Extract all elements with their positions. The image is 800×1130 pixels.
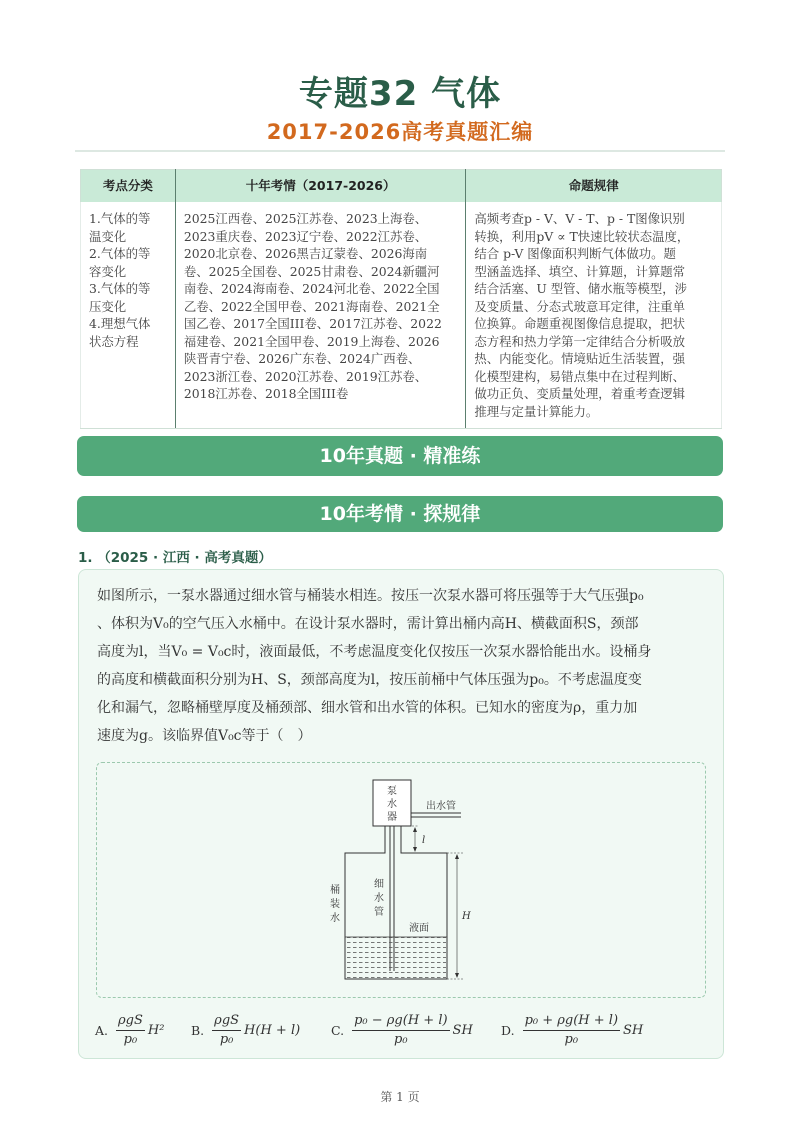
choice-factor: H(H + l) <box>244 1022 301 1038</box>
fraction-numerator: ρgS <box>116 1013 145 1031</box>
banner-practice: 10年真题 · 精准练 <box>77 436 723 476</box>
pump-label-1: 泵 <box>387 786 397 797</box>
page-number: 第 1 页 <box>380 1090 420 1104</box>
fraction-numerator: ρgS <box>212 1013 241 1031</box>
figure-frame <box>96 762 706 998</box>
choice-label: A. <box>95 1022 109 1038</box>
bucket-label-2: 装 <box>330 899 340 910</box>
pattern-line: 转换，利用pV ∝ T快速比较状态温度， <box>474 228 690 244</box>
surface-label: 液面 <box>409 923 429 934</box>
choice-factor: H² <box>147 1022 165 1038</box>
question-line: 速度为g。该临界值V₀c等于（ ） <box>97 728 312 744</box>
choice-label: B. <box>191 1022 205 1038</box>
question-line: 化和漏气，忽略桶壁厚度及桶颈部、细水管和出水管的体积。已知水的密度为ρ，重力加 <box>97 700 638 716</box>
table-header-row <box>81 170 722 203</box>
pattern-line: 位换算。命题重视图像信息提取，把状 <box>474 316 686 331</box>
page-title: 专题32 气体 <box>298 74 502 114</box>
table-row <box>81 202 722 429</box>
outlet-label: 出水管 <box>426 801 456 812</box>
history-line: 国乙卷、2017全国III卷、2017江苏卷、2022 <box>183 316 442 331</box>
question-heading: 1. （2025 · 江西 · 高考真题） <box>78 550 272 566</box>
cell-pattern <box>466 202 722 429</box>
header-pattern: 命题规律 <box>466 170 722 203</box>
question-line: 、体积为V₀的空气压入水桶中。在设计泵水器时，需计算出桶内高H、横截面积S，颈部 <box>97 616 639 632</box>
history-line: 2023浙江卷、2020江苏卷、2019江苏卷、 <box>183 368 428 384</box>
l-label: l <box>422 835 426 846</box>
fraction-numerator: p₀ − ρg(H + l) <box>352 1013 449 1031</box>
choice-c[interactable] <box>331 1008 473 1052</box>
history-line: 2025江西卷、2025江苏卷、2023上海卷、 <box>183 211 428 226</box>
pump-label-2: 水 <box>387 799 397 810</box>
choice-label: D. <box>501 1022 515 1038</box>
fraction-numerator: p₀ + ρg(H + l) <box>523 1013 620 1031</box>
water-body <box>346 937 446 978</box>
pattern-line: 型涵盖选择、填空、计算题，计算题常 <box>474 263 686 279</box>
category-line: 1.气体的等 <box>89 211 151 226</box>
title-divider <box>75 150 725 152</box>
pattern-line: 热、内能变化。情境贴近生活装置，强 <box>474 351 686 366</box>
choice-a[interactable] <box>95 1008 164 1052</box>
pattern-line: 及变质量、分态式玻意耳定律，注重单 <box>474 298 686 314</box>
tube-label-1: 细 <box>374 879 384 890</box>
category-line: 状态方程 <box>89 333 139 349</box>
question-line: 如图所示，一泵水器通过细水管与桶装水相连。按压一次泵水器可将压强等于大气压强p₀ <box>97 588 644 604</box>
choice-fraction <box>523 1013 620 1048</box>
fraction-denominator: p₀ <box>394 1031 408 1047</box>
fraction-denominator: p₀ <box>123 1031 138 1047</box>
history-line: 卷、2025全国卷、2025甘肃卷、2024新疆河 <box>183 263 440 279</box>
cell-exam-history <box>175 202 466 429</box>
history-line: 2018江苏卷、2018全国III卷 <box>183 386 349 401</box>
pattern-line: 态方程和热力学第一定律结合分析吸放 <box>474 333 686 349</box>
history-line: 南卷、2024海南卷、2024河北卷、2022全国 <box>183 281 440 296</box>
fraction-denominator: p₀ <box>219 1031 234 1047</box>
tube-label-3: 管 <box>374 907 384 918</box>
pattern-line: 推理与定量计算能力。 <box>474 403 599 419</box>
header-exam-history: 十年考情（2017-2026） <box>175 170 466 203</box>
choice-fraction <box>116 1013 145 1048</box>
category-line: 3.气体的等 <box>89 281 151 296</box>
question-text <box>97 582 709 750</box>
pump-label-3: 器 <box>387 812 397 823</box>
category-line: 温变化 <box>89 228 127 244</box>
choice-b[interactable] <box>191 1008 300 1052</box>
category-line: 容变化 <box>89 263 127 279</box>
exam-info-table <box>80 169 722 429</box>
choice-factor: SH <box>623 1022 644 1038</box>
page-subtitle: 2017-2026高考真题汇编 <box>266 120 534 144</box>
header-category: 考点分类 <box>81 170 176 203</box>
bucket-pump-diagram <box>329 775 475 987</box>
history-line: 福建卷、2021全国甲卷、2019上海卷、2026 <box>183 333 440 349</box>
pattern-line: 结合 p-V 图像面积判断气体做功。题 <box>474 246 676 261</box>
category-line: 4.理想气体 <box>89 316 151 331</box>
category-line: 2.气体的等 <box>89 246 151 261</box>
question-line: 的高度和横截面积分别为H、S，颈部高度为l，按压前桶中气体压强为p₀。不考虑温度变 <box>97 672 642 688</box>
question-line: 高度为l，当V₀ = V₀c时，液面最低，不考虑温度变化仅按压一次泵水器恰能出水。设桶身 <box>97 644 652 660</box>
banner-explore: 10年考情 · 探规律 <box>77 496 723 532</box>
tube-label-2: 水 <box>374 893 384 904</box>
answer-choices <box>95 1008 715 1052</box>
question-box <box>78 569 724 1059</box>
history-line: 陕晋青宁卷、2026广东卷、2024广西卷、 <box>183 351 421 366</box>
history-line: 2023重庆卷、2023辽宁卷、2022江苏卷、 <box>183 228 428 244</box>
category-line: 压变化 <box>89 298 127 314</box>
choice-label: C. <box>331 1022 345 1038</box>
pattern-line: 化模型建构，易错点集中在过程判断、 <box>474 368 686 384</box>
bucket-label-1: 桶 <box>330 885 340 896</box>
pattern-line: 高频考查p - V、V - T、p - T图像识别 <box>474 211 685 226</box>
H-label: H <box>462 911 471 922</box>
pattern-line: 做功正负、变质量处理，着重考查逻辑 <box>474 386 686 401</box>
bucket-label-3: 水 <box>330 913 340 924</box>
pattern-line: 结合活塞、U 型管、储水瓶等模型，涉 <box>474 281 688 296</box>
history-line: 乙卷、2022全国甲卷、2021海南卷、2021全 <box>183 298 440 314</box>
history-line: 2020北京卷、2026黑吉辽蒙卷、2026海南 <box>183 246 428 261</box>
choice-fraction <box>212 1013 241 1048</box>
choice-fraction <box>352 1013 449 1048</box>
choice-factor: SH <box>452 1022 473 1038</box>
choice-d[interactable] <box>501 1008 643 1052</box>
cell-categories <box>81 202 176 429</box>
fraction-denominator: p₀ <box>564 1031 579 1047</box>
